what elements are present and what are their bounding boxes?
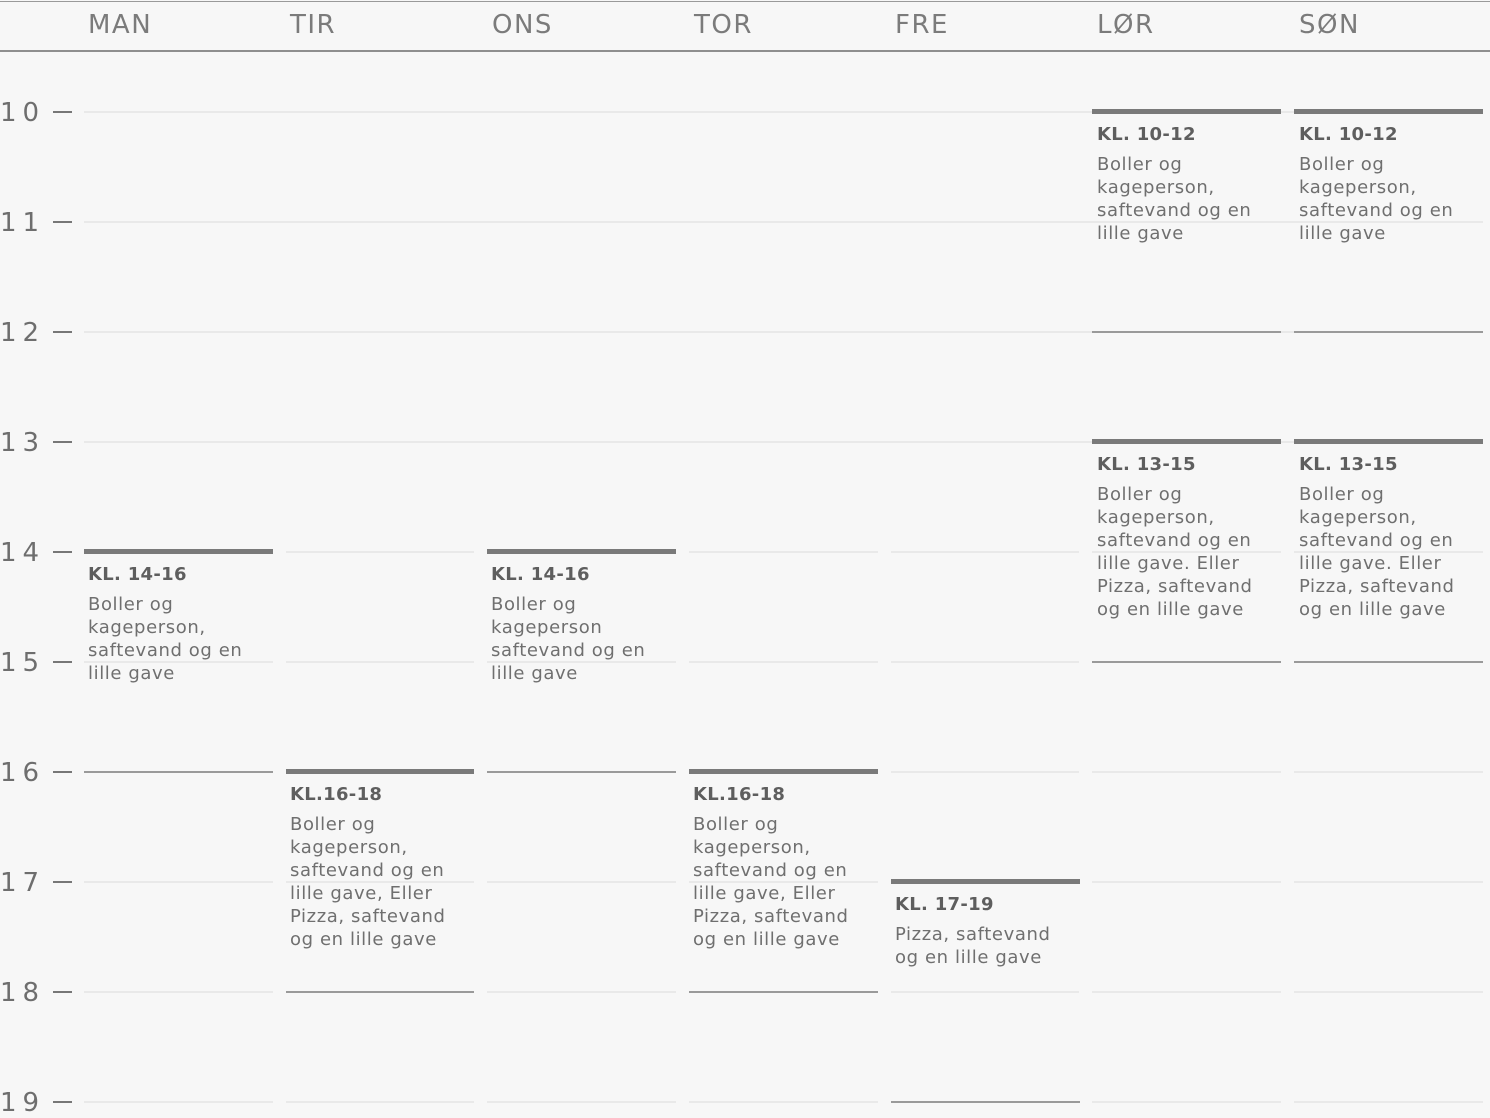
grid-line: [689, 331, 891, 333]
grid-line: [891, 111, 1092, 113]
grid-line: [84, 881, 273, 883]
slot-tor-title: KL.16-18: [693, 784, 786, 805]
hour-label-10: 10: [0, 98, 46, 128]
slot-tir-top-bar: [286, 769, 474, 774]
grid-line: [891, 331, 1092, 333]
slot-fre-bottom-line: [891, 1101, 1080, 1103]
grid-line: [487, 221, 689, 223]
hour-tick-17: [53, 881, 72, 883]
top-rule: [0, 1, 1490, 2]
slot-fre-top-bar: [891, 879, 1080, 884]
grid-line: [891, 771, 1079, 773]
hour-tick-13: [53, 441, 72, 443]
hour-label-13: 13: [0, 428, 46, 458]
hour-tick-14: [53, 551, 72, 553]
hour-label-17: 17: [0, 868, 46, 898]
hour-label-15: 15: [0, 648, 46, 678]
day-header-son: SØN: [1299, 10, 1360, 40]
grid-line: [689, 221, 891, 223]
slot-ons-bottom-line: [487, 771, 676, 773]
slot-son-morning-bottom-line: [1294, 331, 1483, 333]
slot-tor-desc: Boller og kageperson, saftevand og en lille gave, Eller Pizza, saftevand og en lille gave: [693, 814, 849, 950]
slot-man-bottom-line: [84, 771, 273, 773]
grid-line: [487, 1101, 676, 1103]
day-header-tir: TIR: [290, 10, 337, 40]
day-header-ons: ONS: [492, 10, 553, 40]
hour-label-14: 14: [0, 538, 46, 568]
grid-line: [689, 441, 891, 443]
grid-line: [1092, 881, 1281, 883]
grid-line: [84, 441, 286, 443]
slot-lor-afternoon-bottom-line: [1092, 661, 1281, 663]
grid-line: [1294, 1101, 1483, 1103]
slot-son-afternoon-title: KL. 13-15: [1299, 454, 1398, 475]
slot-ons-title: KL. 14-16: [491, 564, 590, 585]
slot-tor-bottom-line: [689, 991, 878, 993]
grid-line: [1092, 771, 1281, 773]
day-header-lor: LØR: [1097, 10, 1155, 40]
hour-tick-19: [53, 1101, 72, 1103]
hour-label-12: 12: [0, 318, 46, 348]
hour-label-18: 18: [0, 978, 46, 1008]
slot-tir-title: KL.16-18: [290, 784, 383, 805]
slot-lor-afternoon-desc: Boller og kageperson, saftevand og en lille gave. Eller Pizza, saftevand og en lille gave: [1097, 484, 1253, 620]
grid-line: [84, 991, 273, 993]
slot-lor-morning-top-bar: [1092, 109, 1281, 114]
hour-tick-15: [53, 661, 72, 663]
hour-tick-18: [53, 991, 72, 993]
slot-son-morning-title: KL. 10-12: [1299, 124, 1398, 145]
grid-line: [1294, 881, 1483, 883]
slot-lor-afternoon-title: KL. 13-15: [1097, 454, 1196, 475]
slot-fre-desc: Pizza, saftevand og en lille gave: [895, 924, 1051, 968]
slot-son-morning-desc: Boller og kageperson, saftevand og en lille gave: [1299, 154, 1454, 244]
grid-line: [487, 331, 689, 333]
grid-line: [689, 111, 891, 113]
slot-lor-morning-desc: Boller og kageperson, saftevand og en lille gave: [1097, 154, 1252, 244]
grid-line: [286, 661, 474, 663]
grid-line: [84, 1101, 273, 1103]
grid-line: [891, 221, 1092, 223]
grid-line: [487, 111, 689, 113]
grid-line: [487, 441, 689, 443]
grid-line: [286, 111, 487, 113]
grid-line: [286, 551, 474, 553]
hour-tick-12: [53, 331, 72, 333]
grid-line: [84, 331, 286, 333]
grid-line: [891, 441, 1092, 443]
hour-tick-10: [53, 111, 72, 113]
hour-label-11: 11: [0, 208, 46, 238]
grid-line: [487, 991, 676, 993]
grid-line: [286, 221, 487, 223]
slot-son-afternoon-top-bar: [1294, 439, 1483, 444]
slot-man-desc: Boller og kageperson, saftevand og en lille gave: [88, 594, 243, 684]
slot-lor-morning-bottom-line: [1092, 331, 1281, 333]
slot-tir-bottom-line: [286, 991, 474, 993]
grid-line: [1294, 771, 1483, 773]
grid-line: [286, 1101, 474, 1103]
slot-lor-afternoon-top-bar: [1092, 439, 1281, 444]
grid-line: [286, 331, 487, 333]
slot-son-morning-top-bar: [1294, 109, 1483, 114]
slot-man-top-bar: [84, 549, 273, 554]
slot-lor-morning-title: KL. 10-12: [1097, 124, 1196, 145]
day-header-fre: FRE: [895, 10, 949, 40]
slot-fre-title: KL. 17-19: [895, 894, 994, 915]
grid-line: [1092, 1101, 1281, 1103]
header-rule: [0, 50, 1490, 52]
grid-line: [891, 991, 1079, 993]
grid-line: [891, 661, 1079, 663]
grid-line: [487, 881, 676, 883]
day-header-tor: TOR: [694, 10, 753, 40]
grid-line: [689, 1101, 878, 1103]
grid-line: [689, 551, 878, 553]
slot-ons-top-bar: [487, 549, 676, 554]
slot-ons-desc: Boller og kageperson saftevand og en lille gave: [491, 594, 646, 684]
hour-tick-16: [53, 771, 72, 773]
day-header-man: MAN: [88, 10, 153, 40]
grid-line: [286, 441, 487, 443]
hour-tick-11: [53, 221, 72, 223]
hour-label-16: 16: [0, 758, 46, 788]
grid-line: [84, 221, 286, 223]
grid-line: [1092, 991, 1281, 993]
grid-line: [891, 551, 1079, 553]
grid-line: [1294, 991, 1483, 993]
slot-tir-desc: Boller og kageperson, saftevand og en lille gave, Eller Pizza, saftevand og en lille gave: [290, 814, 446, 950]
slot-man-title: KL. 14-16: [88, 564, 187, 585]
hour-label-19: 19: [0, 1088, 46, 1118]
grid-line: [84, 111, 286, 113]
slot-son-afternoon-bottom-line: [1294, 661, 1483, 663]
slot-son-afternoon-desc: Boller og kageperson, saftevand og en lille gave. Eller Pizza, saftevand og en lille gave: [1299, 484, 1455, 620]
grid-line: [689, 661, 878, 663]
slot-tor-top-bar: [689, 769, 878, 774]
